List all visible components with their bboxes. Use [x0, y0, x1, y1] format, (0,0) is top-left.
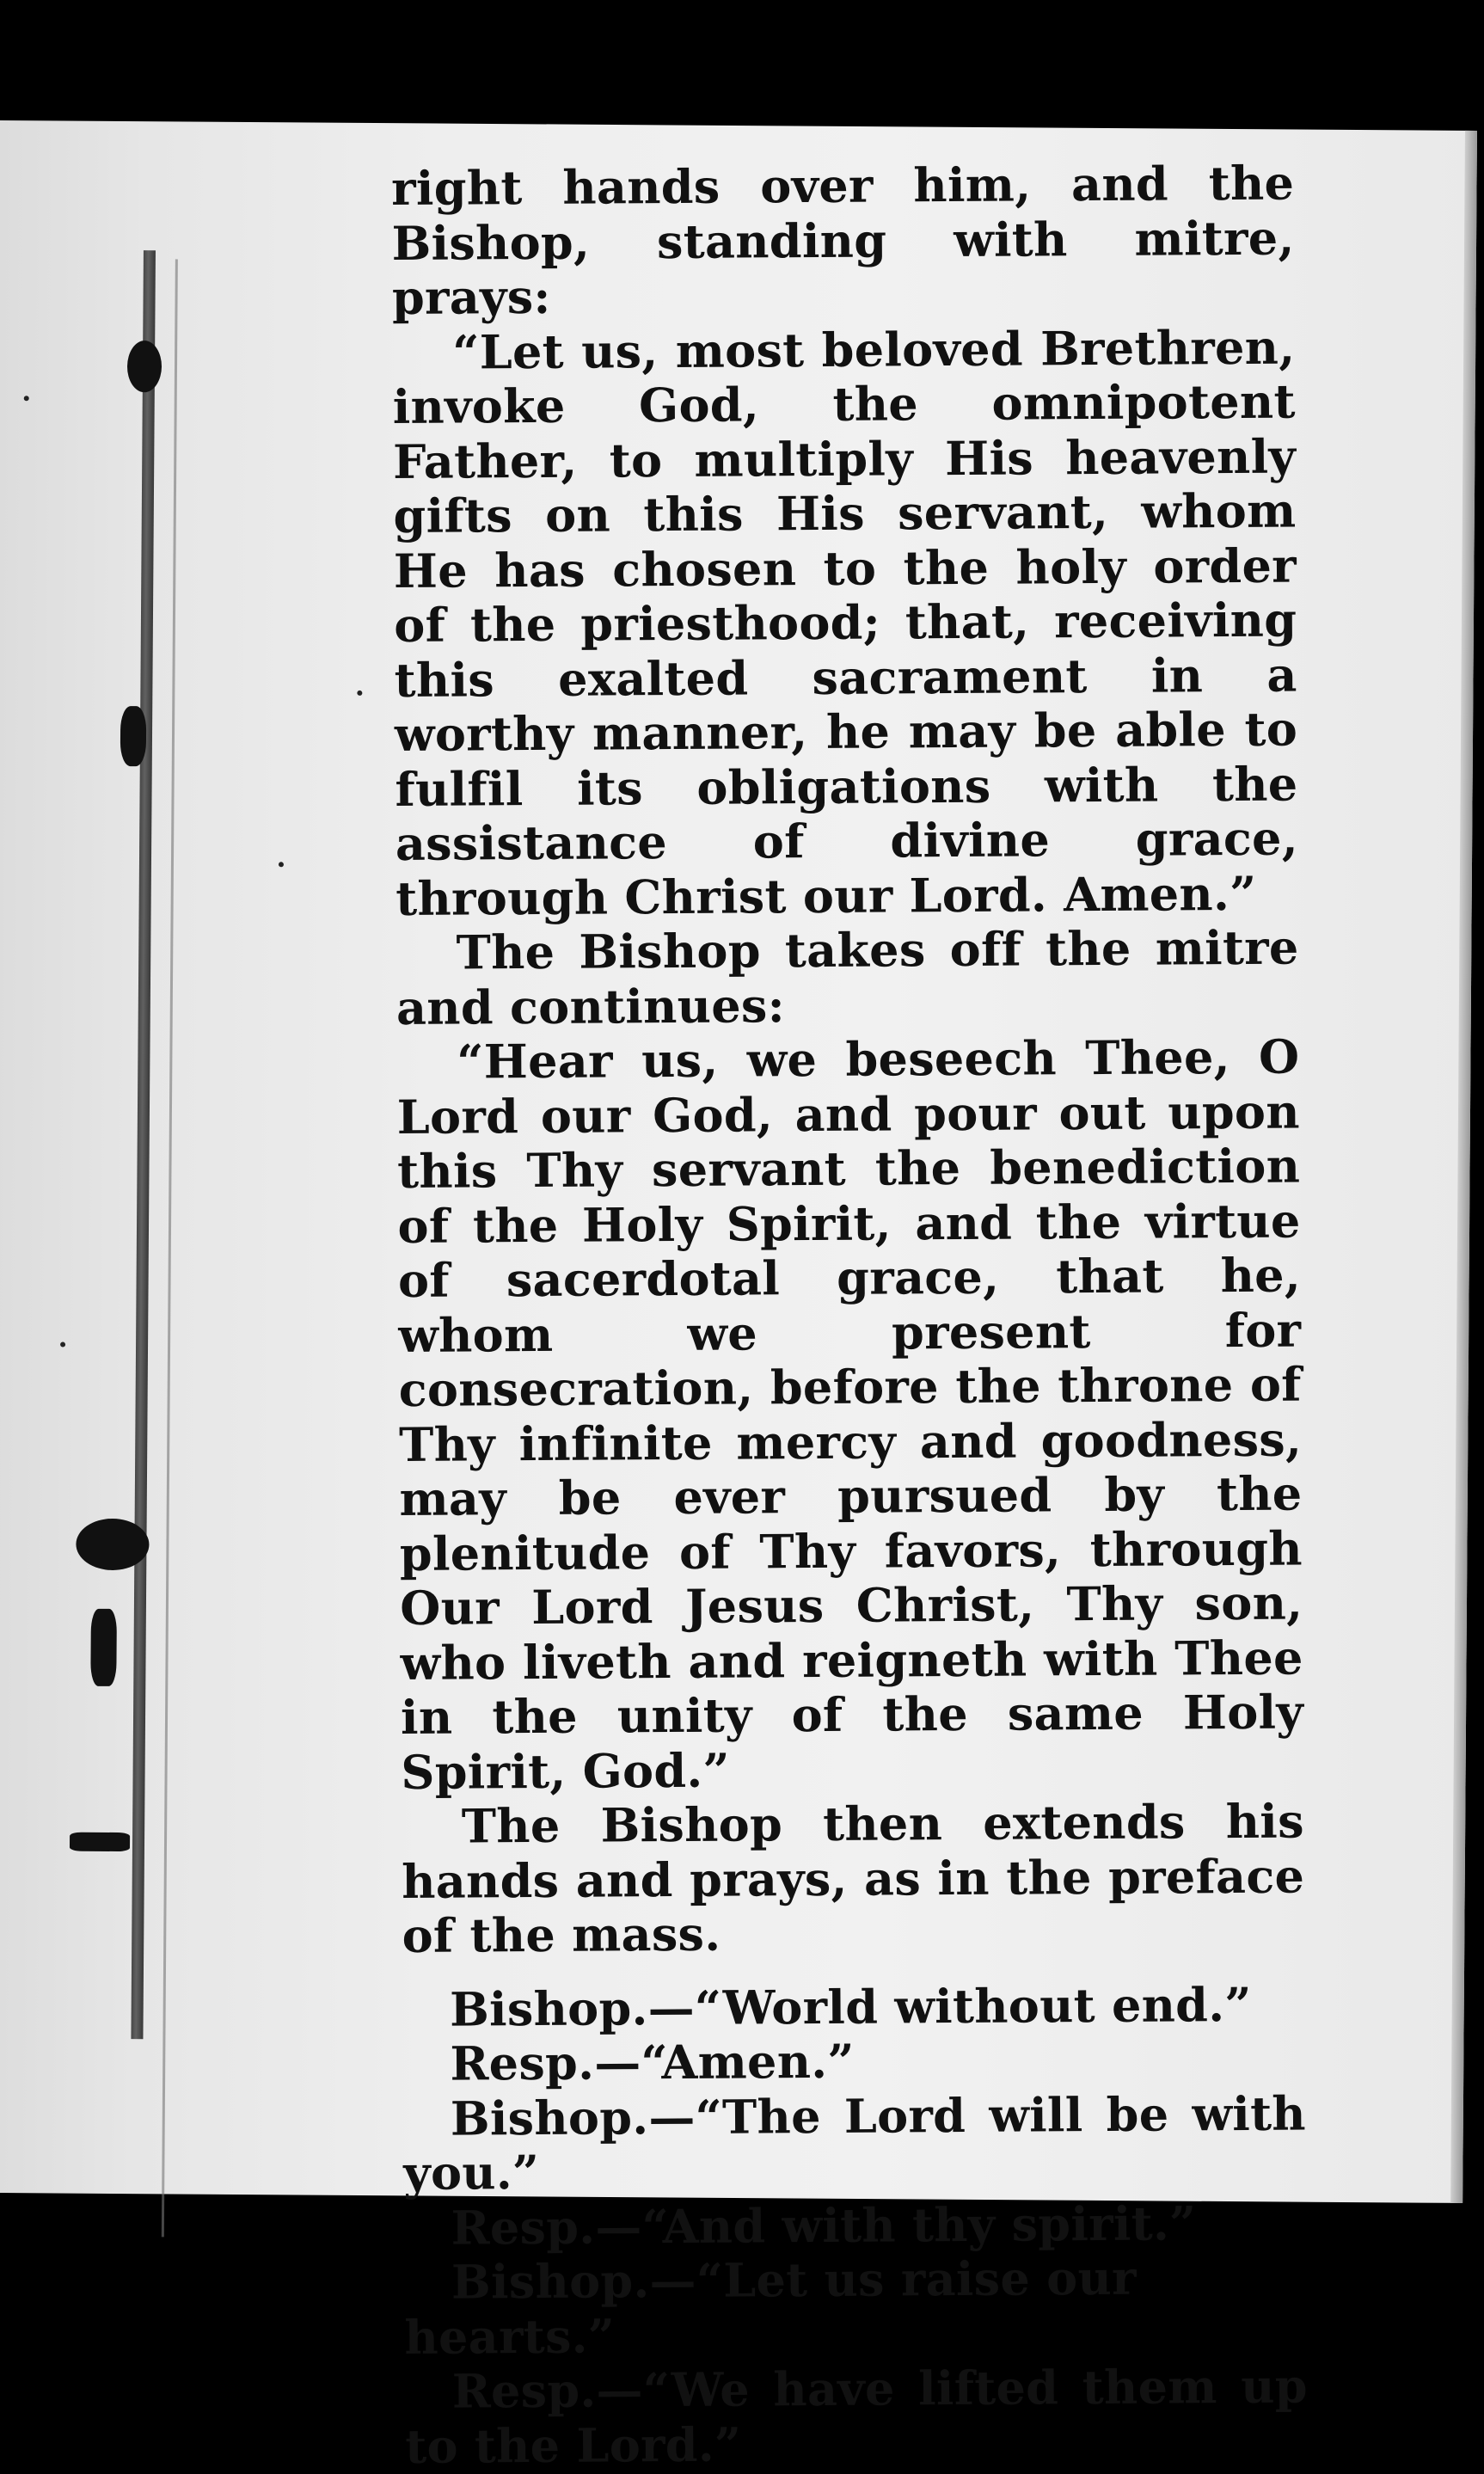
speaker-label: Bishop.— — [450, 2089, 696, 2146]
speck — [279, 862, 284, 867]
spoken-line: “World without end.” — [694, 1976, 1252, 2035]
paragraph-prayer-invocation: “Let us, most beloved Brethren, invoke God, the omnipotent Father, to multiply His heavenly gifts on this His servant, whom He has chosen to the holy order of the priesthood; that, receiving this exalted sacrament in a worthy manner, he may be able to fulfil its obligations with the assistance of divine grace, through Christ our Lord. Amen.” — [392, 319, 1299, 926]
body-text — [391, 157, 1308, 2474]
paragraph-prayer-hear-us: “Hear us, we beseech Thee, O Lord our God, and pour out upon this Thy servant the benediction of the Holy Spirit, and the virtue of sacerdotal grace, that he, whom we present for consecration, before the throne of Thy infinite mercy and goodness, may be ever pursued by the plenitude of Thy favors, through Our Lord Jesus Christ, Thy son, who liveth and reigneth with Thee in the unity of the same Holy Spirit, God.” — [396, 1028, 1304, 1800]
speck — [60, 1342, 65, 1348]
dialogue-line — [405, 2360, 1309, 2474]
dialogue-line — [403, 2086, 1307, 2201]
ink-blot — [90, 1609, 117, 1686]
binding-shadow — [131, 250, 156, 2039]
ink-blot — [120, 706, 146, 766]
speaker-label: Resp.— — [450, 2035, 641, 2091]
ink-blot — [70, 1832, 130, 1851]
spoken-line: “The Lord will be with you.” — [403, 2085, 1307, 2201]
speaker-label: Resp.— — [451, 2198, 642, 2256]
dialogue-line — [404, 2250, 1308, 2365]
speaker-label: Bishop.— — [449, 1980, 696, 2037]
speaker-label: Bishop.— — [451, 2252, 697, 2310]
paragraph-rubric-mitre: The Bishop takes off the mitre and continues: — [396, 919, 1299, 1035]
spoken-line: “Let us raise our hearts.” — [404, 2250, 1137, 2365]
paragraph-rubric-preface: The Bishop then extends his hands and prays, as in the preface of the mass. — [402, 1793, 1305, 1963]
ink-blot — [127, 341, 162, 392]
speaker-label: Resp.— — [451, 2362, 644, 2419]
spoken-line: “We have lifted them up to the Lord.” — [405, 2358, 1309, 2474]
ink-blot — [76, 1519, 149, 1571]
spoken-line: “And with thy spirit.” — [641, 2195, 1197, 2254]
paragraph-continuation: right hands over him, and the Bishop, standing with mitre, prays: — [390, 155, 1295, 325]
dialogue-line — [402, 2032, 1305, 2092]
spoken-line: “Amen.” — [641, 2033, 855, 2090]
speck — [357, 691, 362, 696]
dialogue-line — [402, 1977, 1305, 2037]
dialogue-line — [403, 2195, 1306, 2256]
fold-line — [162, 259, 178, 2237]
speck — [24, 396, 29, 401]
